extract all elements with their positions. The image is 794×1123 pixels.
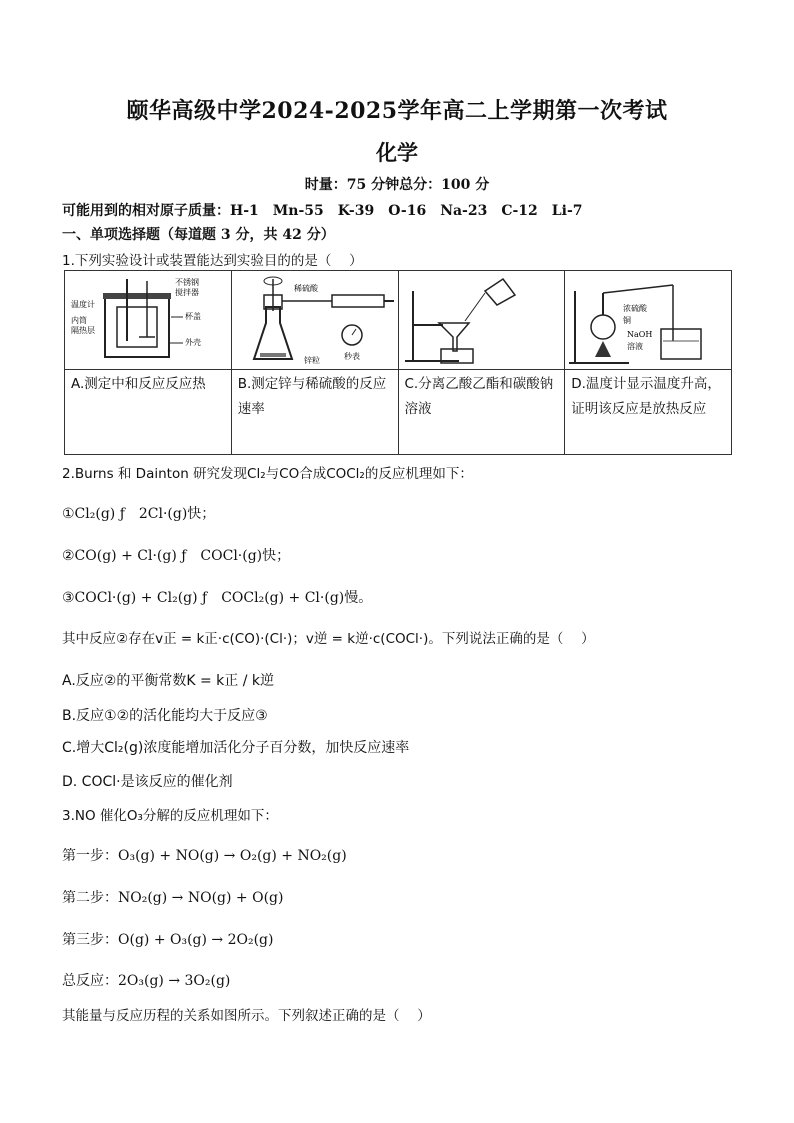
q2-rate-note: 其中反应②存在v正 = k正·c(CO)·(Cl·)；v逆 = k逆·c(COCl·)。下列说法正确的是（ ） [62,631,595,647]
q2-option-d[interactable]: D. COCl·是该反应的催化剂 [62,774,233,790]
q3-total: 总反应：2O₃(g) → 3O₂(g) [62,973,231,989]
q1-figure-a [65,271,232,370]
atomic-masses: 可能用到的相对原子质量：H-1 Mn-55 K-39 O-16 Na-23 C-12 Li-7 [62,203,583,219]
fig-a-label-lid: 杯盖 [185,312,201,321]
q2-option-b[interactable]: B.反应①②的活化能均大于反应③ [62,708,268,724]
fig-a-label-inner: 内筒 [71,316,87,325]
fig-d-label-acid: 浓硫酸 [623,304,648,313]
q1-figure-c [398,271,565,370]
q1-figure-d [565,271,732,370]
q2-step-2: ②CO(g) + Cl·(g) ƒ COCl·(g)快； [62,548,291,564]
q2-step-1: ①Cl₂(g) ƒ 2Cl·(g)快； [62,506,216,522]
q3-step-2: 第二步：NO₂(g) → NO(g) + O(g) [62,890,284,906]
time-score: 时量：75 分钟总分：100 分 [304,177,490,193]
q3-step-1: 第一步：O₃(g) + NO(g) → O₂(g) + NO₂(g) [62,848,347,864]
fig-b-label-zinc: 锌粒 [303,356,320,365]
zinc-acid-figure [232,271,398,369]
fig-d-label-solution: 溶液 [627,342,644,351]
q1-option-d[interactable]: D.温度计显示温度升高，证明该反应是放热反应 [565,370,732,455]
q3-question: 其能量与反应历程的关系如图所示。下列叙述正确的是（ ） [62,1008,431,1024]
q2-step-3: ③COCl·(g) + Cl₂(g) ƒ COCl₂(g) + Cl·(g)慢。 [62,590,373,606]
q1-option-b[interactable]: B.测定锌与稀硫酸的反应速率 [231,370,398,455]
subject-title: 化学 [376,140,418,165]
fig-b-label-acid: 稀硫酸 [293,284,318,293]
exam-title: 颐华高级中学2024-2025学年高二上学期第一次考试 [126,98,668,124]
calorimeter-figure [65,271,231,369]
fig-a-label-insulation: 隔热层 [71,326,95,335]
fig-b-label-timer: 秒表 [343,352,360,361]
q1-figure-b [231,271,398,370]
q1-table [64,270,732,455]
q3-stem: 3.NO 催化O₃分解的反应机理如下： [62,808,278,824]
q1-option-c[interactable]: C.分离乙酸乙酯和碳酸钠溶液 [398,370,565,455]
q2-stem: 2.Burns 和 Dainton 研究发现Cl₂与CO合成COCl₂的反应机理如下： [62,466,473,482]
q2-option-a[interactable]: A.反应②的平衡常数K = k正 / k逆 [62,673,274,689]
fig-d-label-naoh: NaOH [627,330,653,339]
section-heading: 一、单项选择题（每道题 3 分，共 42 分） [62,227,335,243]
q1-stem: 1.下列实验设计或装置能达到实验目的的是（ ） [62,253,363,269]
fig-a-label-shell: 外壳 [185,338,201,347]
fig-a-label-steel: 不锈钢 [175,278,199,287]
fig-d-label-copper: 铜 [623,316,632,325]
fig-a-label-stirrer: 搅拌器 [175,288,199,297]
q1-option-a[interactable]: A.测定中和反应反应热 [65,370,232,455]
q3-step-3: 第三步：O(g) + O₃(g) → 2O₂(g) [62,932,274,948]
fig-a-label-thermometer: 温度计 [71,300,95,309]
separation-figure [399,271,565,369]
q2-option-c[interactable]: C.增大Cl₂(g)浓度能增加活化分子百分数，加快反应速率 [62,740,410,756]
copper-acid-figure [565,271,731,369]
